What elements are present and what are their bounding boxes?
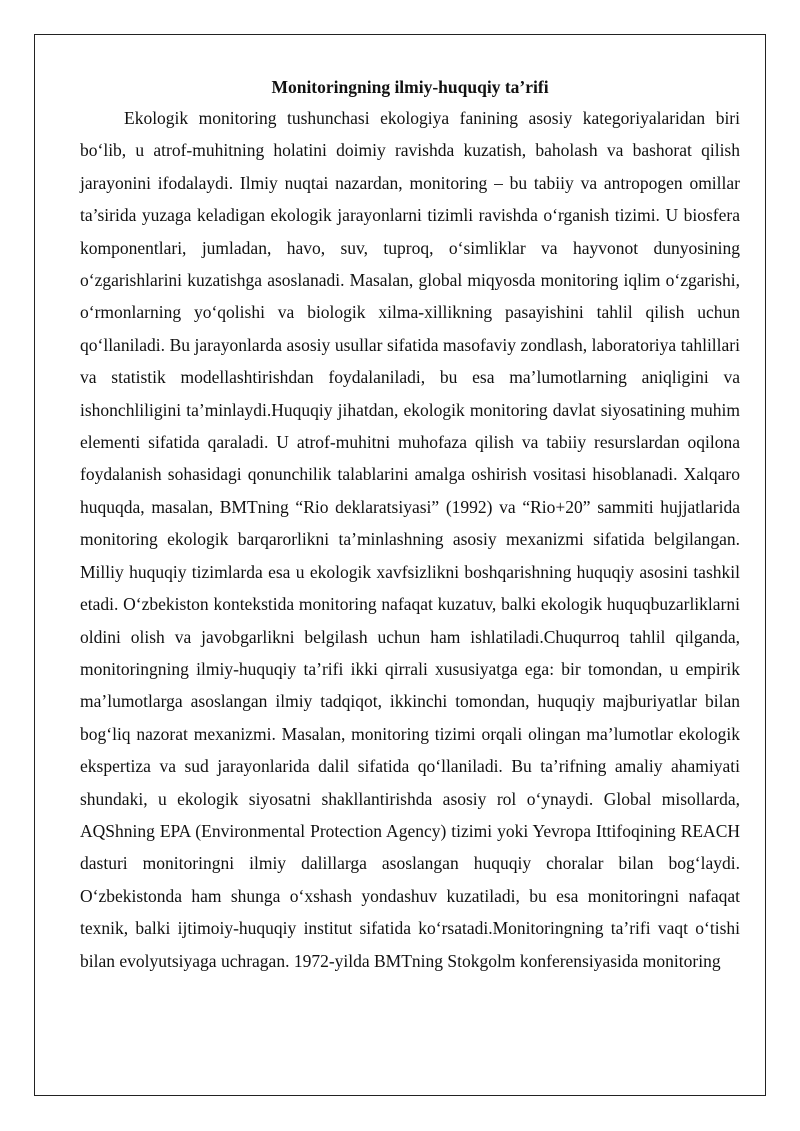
body-paragraph: Ekologik monitoring tushunchasi ekologiya fanining asosiy kategoriyalaridan biri bo‘lib, u atrof-muhitning holatini doimiy ravishda kuzatish, baholash va bashorat qilish jarayonini ifodalaydi. Ilmiy nuqtai nazardan, monitoring – bu tabiiy va antropogen omillar ta’sirida yuzaga keladigan ekologik jarayonlarni tizimli ravishda o‘rganish tizimi. U biosfera komponentlari, jumladan, havo, suv, tuproq, o‘simliklar va hayvonot dunyosining o‘zgarishlarini kuzatishga asoslanadi. Masalan, global miqyosda monitoring iqlim o‘zgarishi, o‘rmonlarning yo‘qolishi va biologik xilma-xillikning pasayishini tahlil qilish uchun qo‘llaniladi. Bu jarayonlarda asosiy usullar sifatida masofaviy zondlash, laboratoriya tahlillari va statistik modellashtirishdan foydalaniladi, bu esa ma’lumotlarning aniqligini va ishonchliligini ta’minlaydi.Huquqiy jihatdan, ekologik monitoring davlat siyosatining muhim elementi sifatida qaraladi. U atrof-muhitni muhofaza qilish va tabiiy resurslardan oqilona foydalanish sohasidagi qonunchilik talablarini amalga oshirish vositasi hisoblanadi. Xalqaro huquqda, masalan, BMTning “Rio deklaratsiyasi” (1992) va “Rio+20” sammiti hujjatlarida monitoring ekologik barqarorlikni ta’minlashning asosiy mexanizmi sifatida belgilangan. Milliy huquqiy tizimlarda esa u ekologik xavfsizlikni boshqarishning huquqiy asosini tashkil etadi. O‘zbekiston kontekstida monitoring nafaqat kuzatuv, balki ekologik huquqbuzarliklarni oldini olish va javobgarlikni belgilash uchun ham ishlatiladi.Chuqurroq tahlil qilganda, monitoringning ilmiy-huquqiy ta’rifi ikki qirrali xususiyatga ega: bir tomondan, u empirik ma’lumotlarga asoslangan ilmiy tadqiqot, ikkinchi tomondan, huquqiy majburiyatlar bilan bog‘liq nazorat mexanizmi. Masalan, monitoring tizimi orqali olingan ma’lumotlar ekologik ekspertiza va sud jarayonlarida dalil sifatida qo‘llaniladi. Bu ta’rifning amaliy ahamiyati shundaki, u ekologik siyosatni shakllantirishda asosiy rol o‘ynaydi. Global misollarda, AQShning EPA (Environmental Protection Agency) tizimi yoki Yevropa Ittifoqining REACH dasturi monitoringni ilmiy dalillarga asoslangan huquqiy choralar bilan bog‘laydi. O‘zbekistonda ham shunga o‘xshash yondashuv kuzatiladi, bu esa monitoringni nafaqat texnik, balki ijtimoiy-huquqiy institut sifatida ko‘rsatadi.Monitoringning ta’rifi vaqt o‘tishi bilan evolyutsiyaga uchragan. 1972-yilda BMTning Stokgolm konferensiyasida monitoring xyxy=(80,108,740,971)
document-body xyxy=(80,72,740,977)
document-title: Monitoringning ilmiy-huquqiy ta’rifi xyxy=(271,77,549,97)
